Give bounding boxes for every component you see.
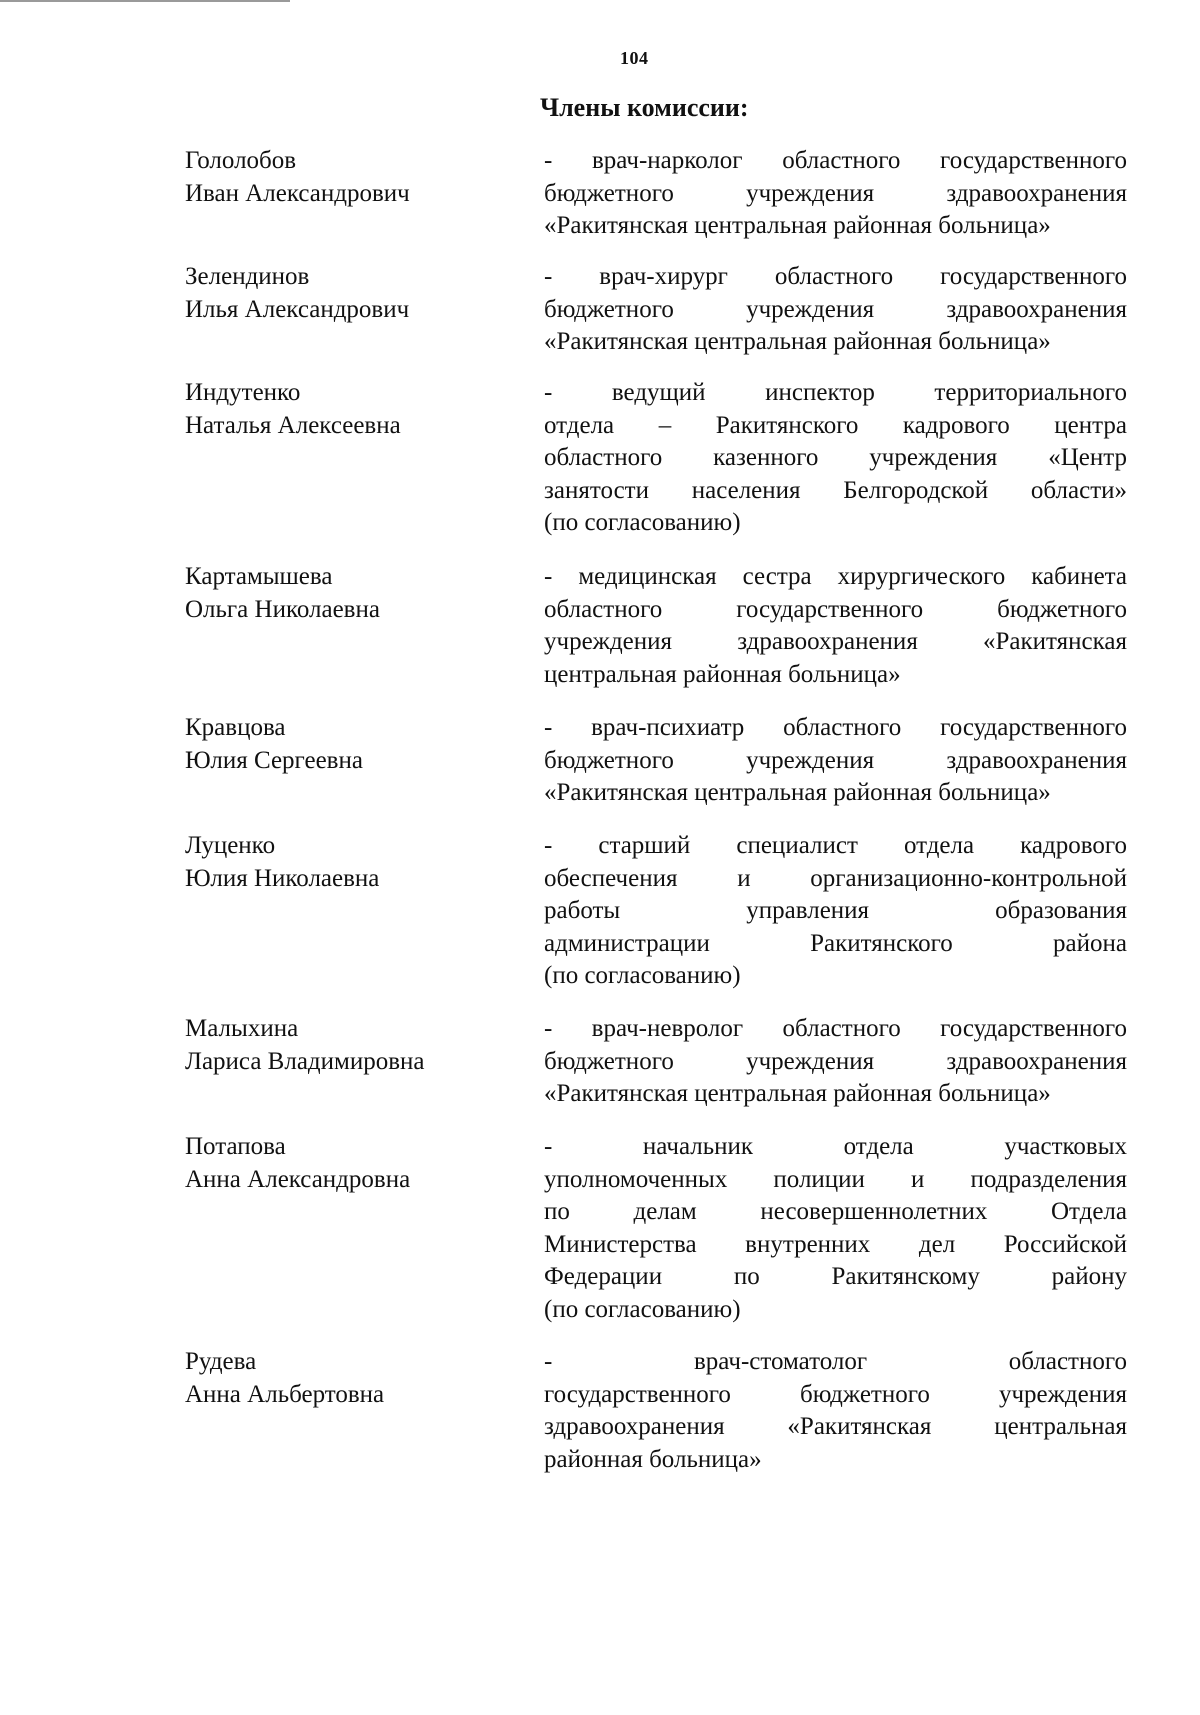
member-role (544, 830, 1127, 993)
member-role-line: (по согласованию) (544, 962, 741, 989)
member-role-line: бюджетного учреждения здравоохранения (544, 1047, 1127, 1075)
member-role (544, 1131, 1127, 1326)
member-role-line: - врач-психиатр областного государственного (544, 714, 1127, 741)
member-surname: Кравцова (185, 714, 286, 741)
member-name (185, 145, 515, 210)
member-role (544, 377, 1127, 540)
member-role-line: учреждения здравоохранения «Ракитянская (544, 628, 1127, 655)
member-role-line: государственного бюджетного учреждения (544, 1380, 1127, 1408)
member-role (544, 1346, 1127, 1476)
member-role-line: бюджетного учреждения здравоохранения (544, 295, 1127, 323)
member-role-line: областного государственного бюджетного (544, 595, 1127, 623)
member-role-line: «Ракитянская центральная районная больница» (544, 328, 1051, 355)
member-role-line: - начальник отдела участковых (544, 1133, 1127, 1160)
member-role-line: отдела – Ракитянского кадрового центра (544, 411, 1127, 439)
member-given-names: Юлия Николаевна (185, 864, 380, 892)
member-role-line: занятости населения Белгородской области» (544, 476, 1127, 504)
member-role-line: администрации Ракитянского района (544, 929, 1127, 957)
member-surname: Потапова (185, 1133, 286, 1160)
member-surname: Картамышева (185, 563, 333, 590)
member-role-line: Федерации по Ракитянскому району (544, 1263, 1127, 1290)
member-surname: Рудева (185, 1348, 257, 1375)
member-given-names: Наталья Алексеевна (185, 411, 401, 439)
member-role-line: «Ракитянская центральная районная больница» (544, 779, 1051, 806)
member-role (544, 561, 1127, 691)
member-surname: Малыхина (185, 1015, 299, 1042)
member-surname: Индутенко (185, 379, 301, 406)
member-role-line: районная больница» (544, 1445, 762, 1473)
member-role-line: работы управления образования (544, 897, 1127, 924)
member-role (544, 261, 1127, 359)
member-given-names: Иван Александрович (185, 179, 410, 207)
member-given-names: Ольга Николаевна (185, 595, 380, 623)
member-name (185, 1131, 515, 1196)
member-role-line: центральная районная больница» (544, 660, 901, 688)
member-surname: Гололобов (185, 147, 297, 174)
member-role-line: - ведущий инспектор территориального (544, 379, 1127, 406)
member-name (185, 261, 515, 326)
member-role (544, 712, 1127, 810)
member-role-line: - медицинская сестра хирургического кабинета (544, 563, 1127, 590)
member-given-names: Анна Александровна (185, 1165, 411, 1193)
member-name (185, 1346, 515, 1411)
member-surname: Луценко (185, 832, 276, 859)
member-given-names: Лариса Владимировна (185, 1047, 425, 1075)
member-role-line: «Ракитянская центральная районная больница» (544, 1080, 1051, 1107)
member-role-line: бюджетного учреждения здравоохранения (544, 746, 1127, 774)
member-role-line: - старший специалист отдела кадрового (544, 832, 1127, 859)
member-role-line: по делам несовершеннолетних Отдела (544, 1198, 1127, 1225)
member-given-names: Анна Альбертовна (185, 1380, 385, 1408)
member-name (185, 1013, 515, 1078)
member-role-line: областного казенного учреждения «Центр (544, 444, 1127, 471)
member-role-line: «Ракитянская центральная районная больница» (544, 212, 1051, 239)
member-given-names: Юлия Сергеевна (185, 746, 363, 774)
member-role-line: здравоохранения «Ракитянская центральная (544, 1413, 1127, 1440)
member-role (544, 145, 1127, 243)
member-role-line: - врач-стоматолог областного (544, 1348, 1127, 1375)
member-name (185, 561, 515, 626)
member-name (185, 377, 515, 442)
member-role-line: уполномоченных полиции и подразделения (544, 1165, 1127, 1193)
member-role-line: - врач-хирург областного государственного (544, 263, 1127, 290)
member-role-line: - врач-невролог областного государственного (544, 1015, 1127, 1042)
member-role-line: (по согласованию) (544, 509, 741, 536)
member-role-line: обеспечения и организационно-контрольной (544, 864, 1127, 892)
member-role-line: (по согласованию) (544, 1295, 741, 1323)
member-role-line: - врач-нарколог областного государственного (544, 147, 1127, 174)
member-name (185, 712, 515, 777)
member-role (544, 1013, 1127, 1111)
member-given-names: Илья Александрович (185, 295, 410, 323)
member-role-line: бюджетного учреждения здравоохранения (544, 179, 1127, 207)
section-title: Члены комиссии: (540, 93, 749, 122)
member-name (185, 830, 515, 895)
member-surname: Зелендинов (185, 263, 310, 290)
page-number: 104 (620, 48, 649, 68)
member-role-line: Министерства внутренних дел Российской (544, 1230, 1127, 1258)
